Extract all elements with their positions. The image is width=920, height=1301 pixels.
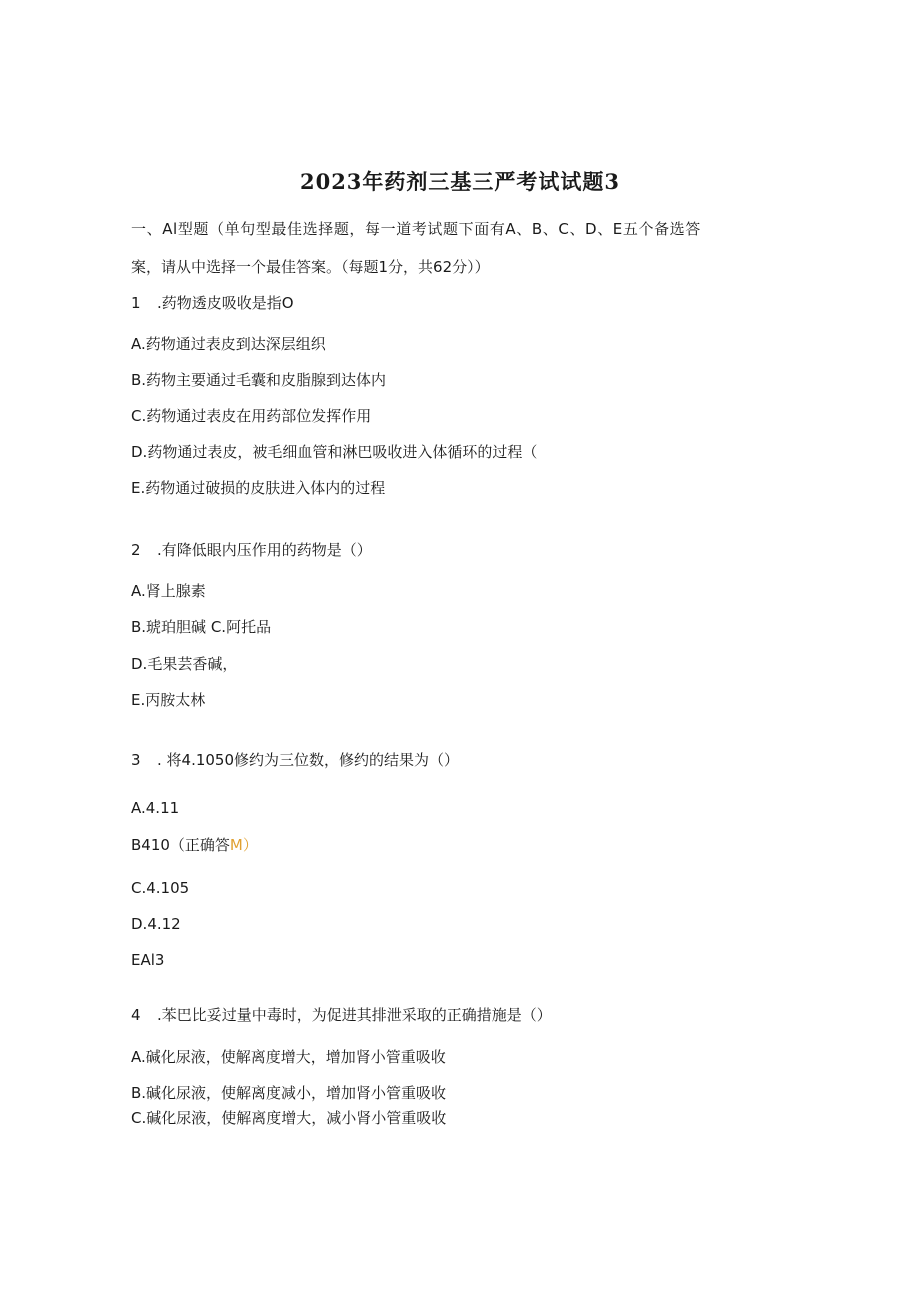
- question-4-option-a: A.碱化尿液，使解离度增大，增加肾小管重吸收: [131, 1048, 446, 1066]
- question-1-option-a: A.药物通过表皮到达深层组织: [131, 335, 326, 353]
- question-2-stem: [131, 540, 372, 560]
- section-intro-line1: 一、Al型题（单句型最佳选择题，每一道考试题下面有A、B、C、D、E五个备选答: [131, 220, 701, 238]
- question-4-option-b: B.碱化尿液，使解离度减小，增加肾小管重吸收: [131, 1084, 447, 1102]
- question-3-option-e: EAl3: [131, 951, 165, 969]
- question-2-option-bc: B.琥珀胆碱 C.阿托品: [131, 618, 272, 636]
- question-3-option-c: C.4.105: [131, 879, 190, 897]
- question-1-option-d: D.药物通过表皮，被毛细血管和淋巴吸收进入体循环的过程（: [131, 443, 538, 461]
- question-1-stem: [131, 293, 294, 313]
- question-3-option-d: D.4.12: [131, 915, 181, 933]
- question-text: . 将4.1050修约为三位数，修约的结果为（）: [157, 751, 460, 769]
- question-number: 3: [131, 751, 141, 769]
- question-text: .药物透皮吸收是指O: [157, 294, 294, 312]
- question-1-option-c: C.药物通过表皮在用药部位发挥作用: [131, 407, 372, 425]
- question-1-option-b: B.药物主要通过毛囊和皮脂腺到达体内: [131, 371, 387, 389]
- question-4-option-c: C.碱化尿液，使解离度增大，减小肾小管重吸收: [131, 1109, 447, 1127]
- question-text: .有降低眼内压作用的药物是（）: [157, 541, 372, 559]
- question-3-option-b: [131, 835, 258, 855]
- question-3-option-a: A.4.11: [131, 799, 180, 817]
- question-2-option-e: E.丙胺太林: [131, 691, 206, 709]
- question-text: .苯巴比妥过量中毒时，为促进其排泄采取的正确措施是（）: [157, 1006, 552, 1024]
- question-number: 1: [131, 294, 141, 312]
- question-1-option-e: E.药物通过破损的皮肤进入体内的过程: [131, 479, 386, 497]
- question-3-stem: [131, 750, 459, 770]
- option-text: B410（正确答: [131, 836, 230, 854]
- question-number: 2: [131, 541, 141, 559]
- question-2-option-d: D.毛果芸香碱，: [131, 655, 238, 673]
- page-title: 2023年药剂三基三严考试试题3: [299, 169, 621, 194]
- question-4-stem: [131, 1005, 552, 1025]
- answer-mark: M）: [229, 836, 258, 854]
- question-number: 4: [131, 1006, 141, 1024]
- question-2-option-a: A.肾上腺素: [131, 582, 206, 600]
- section-intro-line2: 案，请从中选择一个最佳答案。（每题1分，共62分））: [131, 258, 490, 276]
